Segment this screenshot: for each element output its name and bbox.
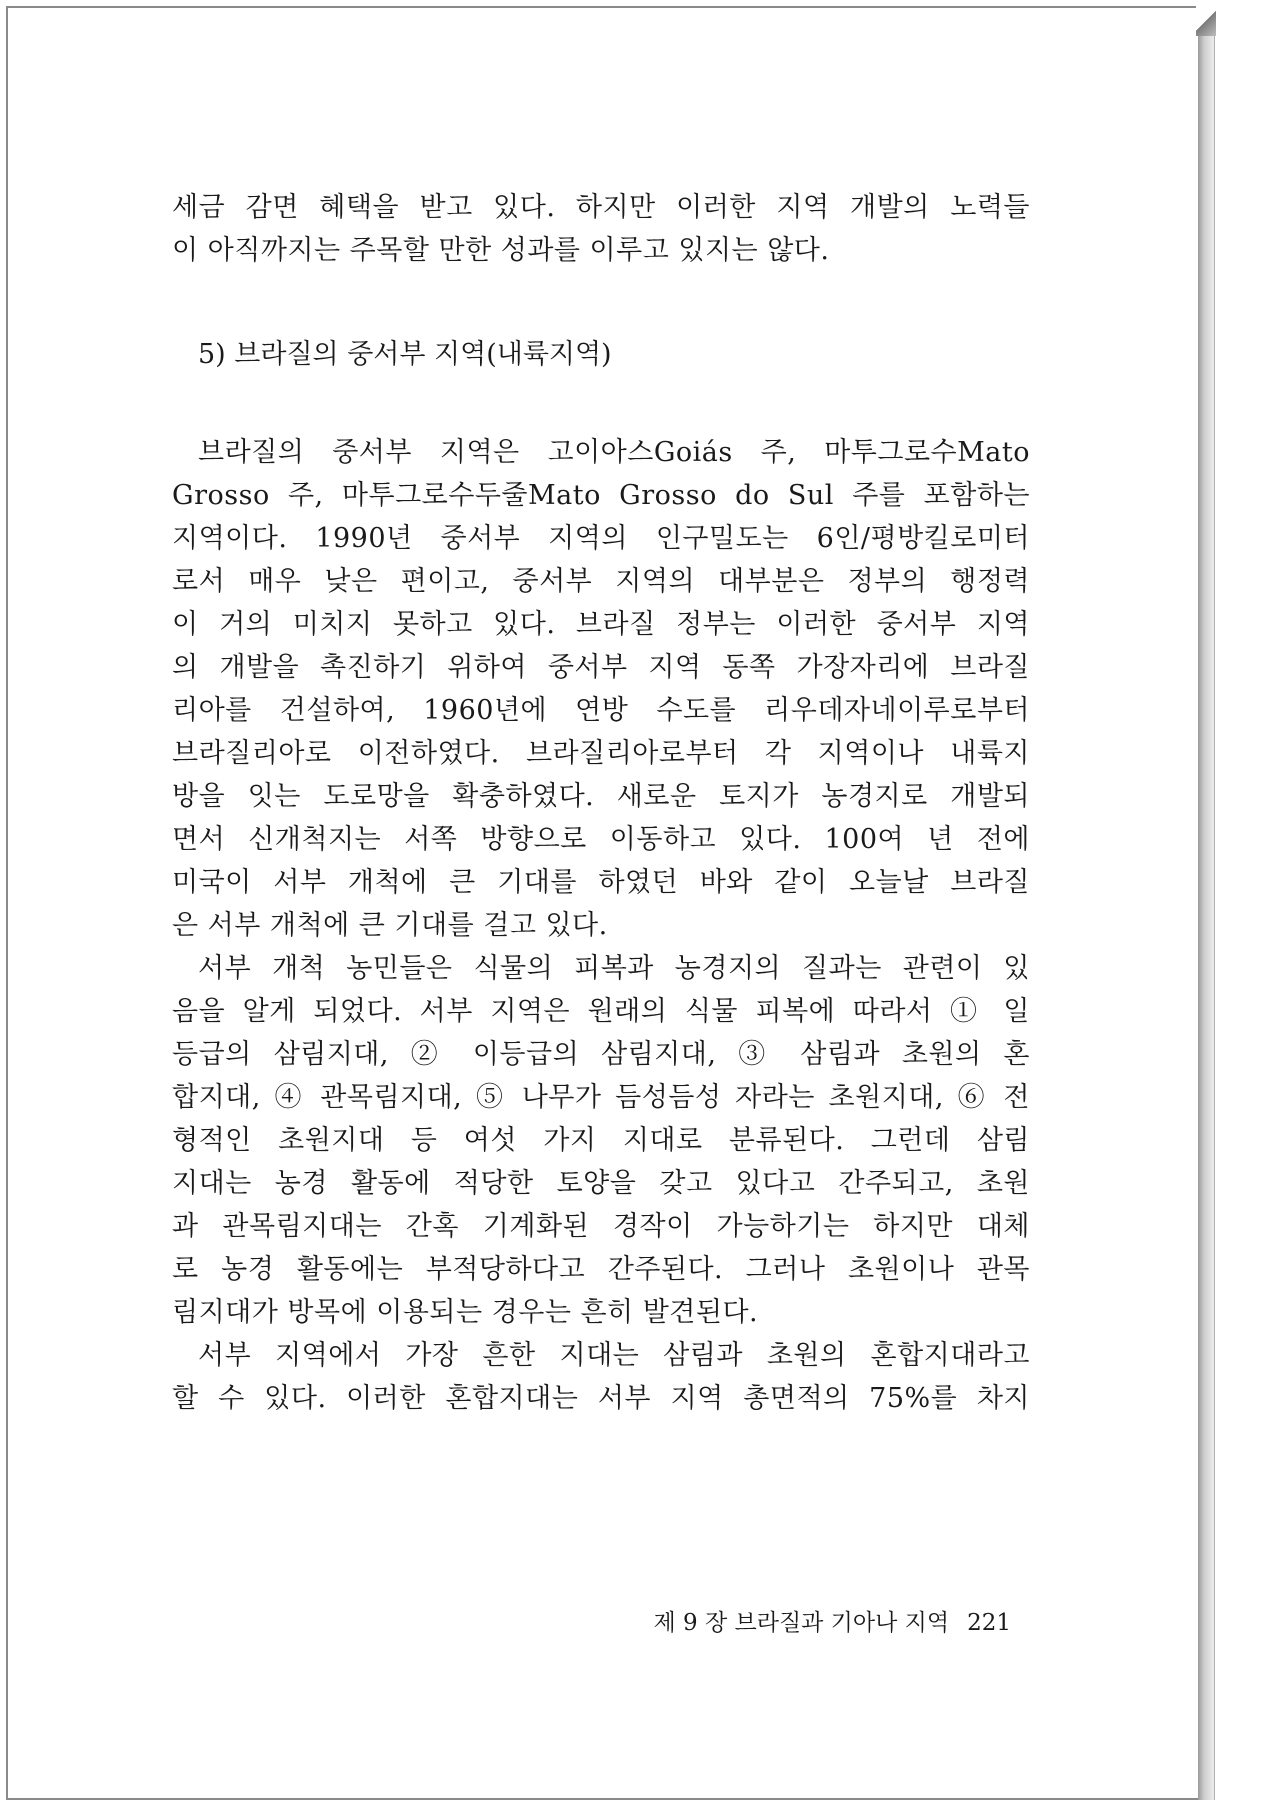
text-line: 리아를 건설하여, 1960년에 연방 수도를 리우데자네이루로부터 [172,695,1030,726]
chapter-title: 제 9 장 브라질과 기아나 지역 [653,1610,950,1636]
text-line: 형적인 초원지대 등 여섯 가지 지대로 분류된다. 그런데 삼림 [172,1125,1030,1156]
text-line: 의 개발을 촉진하기 위하여 중서부 지역 동쪽 가장자리에 브라질 [172,652,1030,683]
text-line: 브라질의 중서부 지역은 고이아스Goiás 주, 마투그로수Mato [198,437,1030,468]
text-line: 면서 신개척지는 서쪽 방향으로 이동하고 있다. 100여 년 전에 [172,824,1030,855]
text-line: 방을 잇는 도로망을 확충하였다. 새로운 토지가 농경지로 개발되 [172,781,1030,812]
text-line: 지역이다. 1990년 중서부 지역의 인구밀도는 6인/평방킬로미터 [172,523,1030,554]
section-heading: 5) 브라질의 중서부 지역(내륙지역) [198,339,612,370]
text-line: 미국이 서부 개척에 큰 기대를 하였던 바와 같이 오늘날 브라질 [172,867,1030,898]
page-footer [654,1607,1012,1639]
body-text [172,431,1030,1420]
page-curl-icon [1196,6,1216,36]
text-line: 등급의 삼림지대, ② 이등급의 삼림지대, ③ 삼림과 초원의 혼 [172,1039,1030,1070]
text-line: 세금 감면 혜택을 받고 있다. 하지만 이러한 지역 개발의 노력들 [172,192,1030,223]
text-line: 합지대, ④ 관목림지대, ⑤ 나무가 듬성듬성 자라는 초원지대, ⑥ 전 [172,1082,1030,1113]
text-line: 과 관목림지대는 간혹 기계화된 경작이 가능하기는 하지만 대체 [172,1211,1030,1242]
intro-paragraph [172,186,1030,272]
text-line: 서부 지역에서 가장 흔한 지대는 삼림과 초원의 혼합지대라고 [198,1340,1030,1371]
text-line: 이 거의 미치지 못하고 있다. 브라질 정부는 이러한 중서부 지역 [172,609,1030,640]
text-line: 할 수 있다. 이러한 혼합지대는 서부 지역 총면적의 75%를 차지 [172,1383,1030,1414]
text-line: 서부 개척 농민들은 식물의 피복과 농경지의 질과는 관련이 있 [198,953,1030,984]
text-line: 로 농경 활동에는 부적당하다고 간주된다. 그러나 초원이나 관목 [172,1254,1030,1285]
text-line: 브라질리아로 이전하였다. 브라질리아로부터 각 지역이나 내륙지 [172,738,1030,769]
page-edge [1198,6,1215,1800]
text-line: 음을 알게 되었다. 서부 지역은 원래의 식물 피복에 따라서 ① 일 [172,996,1030,1027]
text-line: 로서 매우 낮은 편이고, 중서부 지역의 대부분은 정부의 행정력 [172,566,1030,597]
text-line: 이 아직까지는 주목할 만한 성과를 이루고 있지는 않다. [172,235,830,266]
text-line: 지대는 농경 활동에 적당한 토양을 갖고 있다고 간주되고, 초원 [172,1168,1030,1199]
text-line: Grosso 주, 마투그로수두줄Mato Grosso do Sul 주를 포함하는 [172,480,1030,511]
page-number: 221 [967,1610,1011,1636]
text-line: 림지대가 방목에 이용되는 경우는 흔히 발견된다. [172,1297,759,1328]
text-line: 은 서부 개척에 큰 기대를 걸고 있다. [172,910,608,941]
